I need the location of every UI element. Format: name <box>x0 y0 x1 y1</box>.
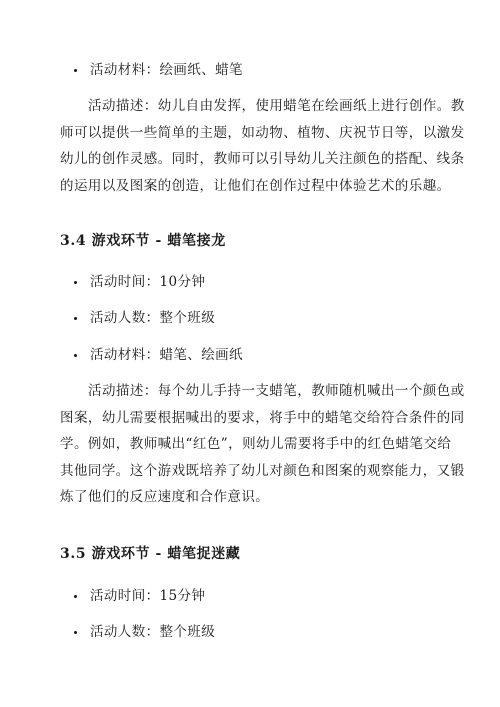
bullet-dot <box>74 631 77 634</box>
paragraph-line: 其他同学。这个游戏既培养了幼儿对颜色和图案的观察能力，又锻 <box>60 462 465 479</box>
list-item-text: 活动材料：蜡笔、绘画纸 <box>90 347 243 363</box>
list-item-text: 活动时间：10分钟 <box>90 274 206 290</box>
list-item-text: 活动材料：绘画纸、蜡笔 <box>90 62 243 78</box>
paragraph-line: 的运用以及图案的创造，让他们在创作过程中体验艺术的乐趣。 <box>60 177 451 194</box>
paragraph-description <box>60 378 465 511</box>
paragraph-line: 活动描述：每个幼儿手持一支蜡笔，教师随机喊出一个颜色或 <box>88 383 465 399</box>
bullet-dot <box>74 354 77 357</box>
bullet-dot <box>74 281 77 284</box>
bullet-dot <box>74 69 77 72</box>
section-heading: 3.4 游戏环节 - 蜡笔接龙 <box>60 233 226 249</box>
paragraph-line: 炼了他们的反应速度和合作意识。 <box>60 489 270 505</box>
bullet-dot <box>74 595 77 598</box>
list-item-text: 活动人数：整个班级 <box>90 310 216 326</box>
list-item-text: 活动人数：整个班级 <box>90 624 216 640</box>
paragraph-line: 活动描述：幼儿自由发挥，使用蜡笔在绘画纸上进行创作。教 <box>88 98 465 114</box>
paragraph-line: 学。例如，教师喊出“红色”，则幼儿需要将手中的红色蜡笔交给 <box>60 436 452 452</box>
paragraph-line: 图案，幼儿需要根据喊出的要求，将手中的蜡笔交给符合条件的同 <box>60 409 465 426</box>
bullet-dot <box>74 317 77 320</box>
paragraph-line: 师可以提供一些简单的主题，如动物、植物、庆祝节日等，以激发 <box>60 124 465 141</box>
section-heading: 3.5 游戏环节 - 蜡笔捉迷藏 <box>60 546 241 562</box>
paragraph-description <box>60 93 465 199</box>
paragraph-line: 幼儿的创作灵感。同时，教师可以引导幼儿关注颜色的搭配、线条 <box>60 151 465 167</box>
list-item-text: 活动时间：15分钟 <box>90 588 206 604</box>
